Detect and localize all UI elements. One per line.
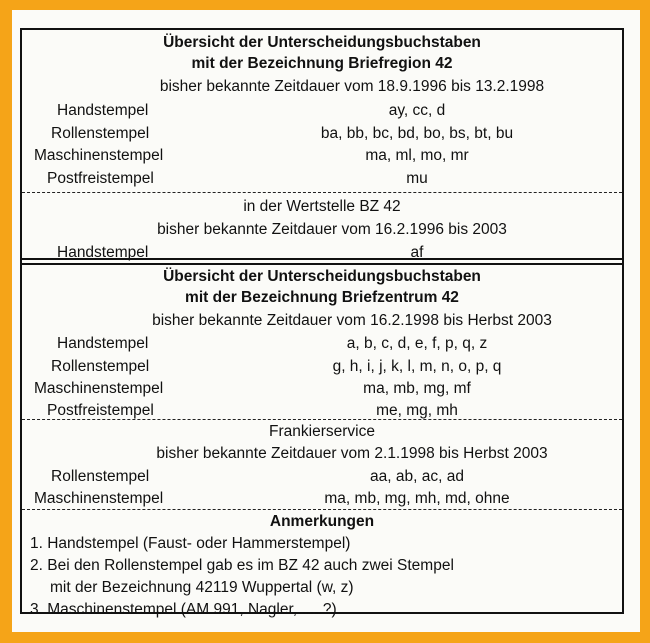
divider-dashed bbox=[22, 192, 622, 193]
section-wertstelle bbox=[22, 196, 622, 264]
note-item: 2. Bei den Rollenstempel gab es im BZ 42 auch zwei Stempel bbox=[30, 557, 454, 574]
section-title-line2: mit der Bezeichnung Briefzentrum 42 bbox=[185, 289, 459, 306]
row-label: Rollenstempel bbox=[51, 468, 150, 485]
table-row bbox=[22, 466, 622, 488]
table-row bbox=[22, 356, 622, 378]
row-label: Handstempel bbox=[57, 335, 149, 352]
period-text: bisher bekannte Zeitdauer vom 2.1.1998 bis Herbst 2003 bbox=[156, 445, 548, 462]
row-label: Rollenstempel bbox=[51, 358, 150, 375]
row-label: Handstempel bbox=[57, 244, 149, 261]
section-title-line2: mit der Bezeichnung Briefregion 42 bbox=[191, 55, 453, 72]
table-row bbox=[22, 168, 622, 190]
table-row bbox=[22, 378, 622, 400]
row-label: Maschinenstempel bbox=[34, 147, 164, 164]
row-value: af bbox=[410, 244, 424, 261]
note-item: 3. Maschinenstempel (AM 991, Nagler, .....?) bbox=[30, 601, 337, 618]
row-value: ma, mb, mg, mh, md, ohne bbox=[324, 490, 510, 507]
notes-title: Anmerkungen bbox=[269, 513, 375, 530]
table-row bbox=[22, 145, 622, 167]
row-value: ay, cc, d bbox=[388, 102, 446, 119]
row-value: mu bbox=[406, 170, 428, 187]
divider-dashed bbox=[22, 509, 622, 510]
section-frankierservice bbox=[22, 421, 622, 509]
table-row bbox=[22, 123, 622, 145]
row-value: aa, ab, ac, ad bbox=[370, 468, 464, 485]
row-label: Postfreistempel bbox=[47, 402, 154, 419]
section-title: in der Wertstelle BZ 42 bbox=[243, 198, 401, 215]
note-item: 1. Handstempel (Faust- oder Hammerstempel) bbox=[30, 535, 351, 552]
divider-dashed bbox=[22, 419, 622, 420]
note-item-continued: mit der Bezeichnung 42119 Wuppertal (w, z) bbox=[50, 579, 354, 596]
document-sheet bbox=[12, 10, 640, 632]
row-label: Rollenstempel bbox=[51, 125, 150, 142]
section-title: Frankierservice bbox=[269, 423, 375, 440]
row-value: a, b, c, d, e, f, p, q, z bbox=[346, 335, 488, 352]
period-text: bisher bekannte Zeitdauer vom 16.2.1996 bis 2003 bbox=[157, 221, 507, 238]
row-value: ba, bb, bc, bd, bo, bs, bt, bu bbox=[320, 125, 514, 142]
row-value: me, mg, mh bbox=[376, 402, 458, 419]
section-briefzentrum bbox=[22, 266, 622, 418]
overview-table bbox=[20, 28, 624, 618]
row-label: Maschinenstempel bbox=[34, 490, 164, 507]
row-value: ma, mb, mg, mf bbox=[363, 380, 471, 397]
period-text: bisher bekannte Zeitdauer vom 18.9.1996 bis 13.2.1998 bbox=[159, 78, 545, 95]
section-title-line1: Übersicht der Unterscheidungsbuchstaben bbox=[163, 34, 481, 51]
row-label: Maschinenstempel bbox=[34, 380, 164, 397]
section-briefregion bbox=[22, 32, 622, 190]
table-row bbox=[22, 100, 622, 122]
row-label: Handstempel bbox=[57, 102, 149, 119]
row-value: ma, ml, mo, mr bbox=[365, 147, 469, 164]
row-value: g, h, i, j, k, l, m, n, o, p, q bbox=[332, 358, 502, 375]
table-row bbox=[22, 333, 622, 355]
section-title-line1: Übersicht der Unterscheidungsbuchstaben bbox=[163, 268, 481, 285]
period-text: bisher bekannte Zeitdauer vom 16.2.1998 bis Herbst 2003 bbox=[152, 312, 552, 329]
table-row bbox=[22, 488, 622, 510]
section-notes bbox=[22, 511, 622, 618]
row-label: Postfreistempel bbox=[47, 170, 154, 187]
divider-double bbox=[22, 258, 622, 265]
